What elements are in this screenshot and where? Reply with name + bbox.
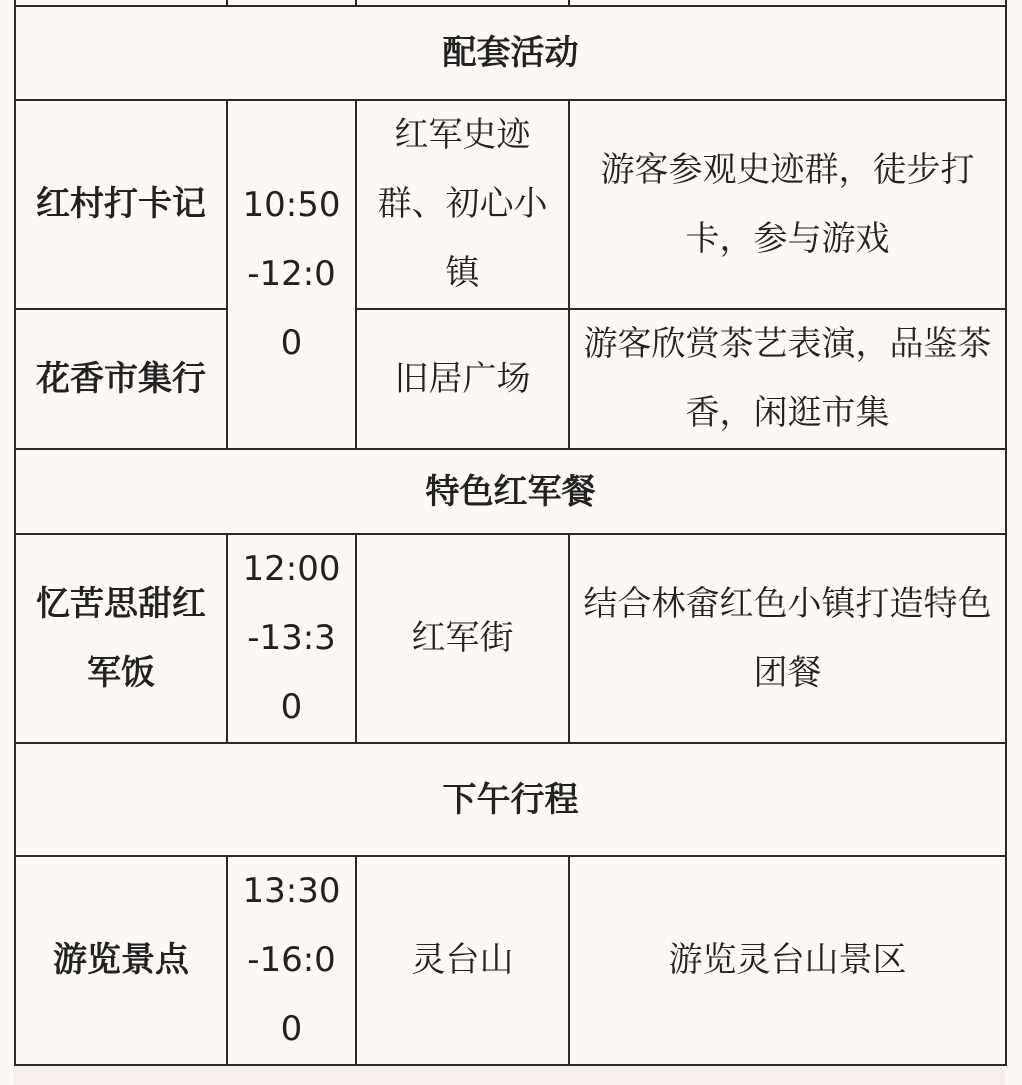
section-header-row [15,6,1006,100]
activity-time: 13:30-16:00 [227,856,356,1065]
activity-description: 结合林畲红色小镇打造特色团餐 [569,534,1006,743]
activity-place: 旧居广场 [356,309,569,449]
activity-description: 游客参观史迹群，徒步打卡，参与游戏 [569,100,1006,309]
activity-place: 红军史迹群、初心小镇 [356,100,569,309]
section-title-activities: 配套活动 [15,6,1006,100]
table-row [15,309,1006,449]
activity-name: 忆苦思甜红军饭 [15,534,227,743]
activity-description: 游览灵台山景区 [569,856,1006,1065]
activity-description: 游客欣赏茶艺表演，品鉴茶香，闲逛市集 [569,309,1006,449]
table-row [15,100,1006,309]
activity-name: 花香市集行 [15,309,227,449]
activity-place: 灵台山 [356,856,569,1065]
section-header-row [15,449,1006,534]
bottom-strip [14,1066,1005,1085]
table-row [15,534,1006,743]
activity-name: 游览景点 [15,856,227,1065]
itinerary-table [14,0,1007,1066]
section-header-row [15,743,1006,856]
section-title-meal: 特色红军餐 [15,449,1006,534]
section-title-afternoon: 下午行程 [15,743,1006,856]
activity-name: 红村打卡记 [15,100,227,309]
table-row [15,856,1006,1065]
activity-place: 红军街 [356,534,569,743]
activity-time: 10:50-12:00 [227,100,356,449]
activity-time: 12:00-13:30 [227,534,356,743]
